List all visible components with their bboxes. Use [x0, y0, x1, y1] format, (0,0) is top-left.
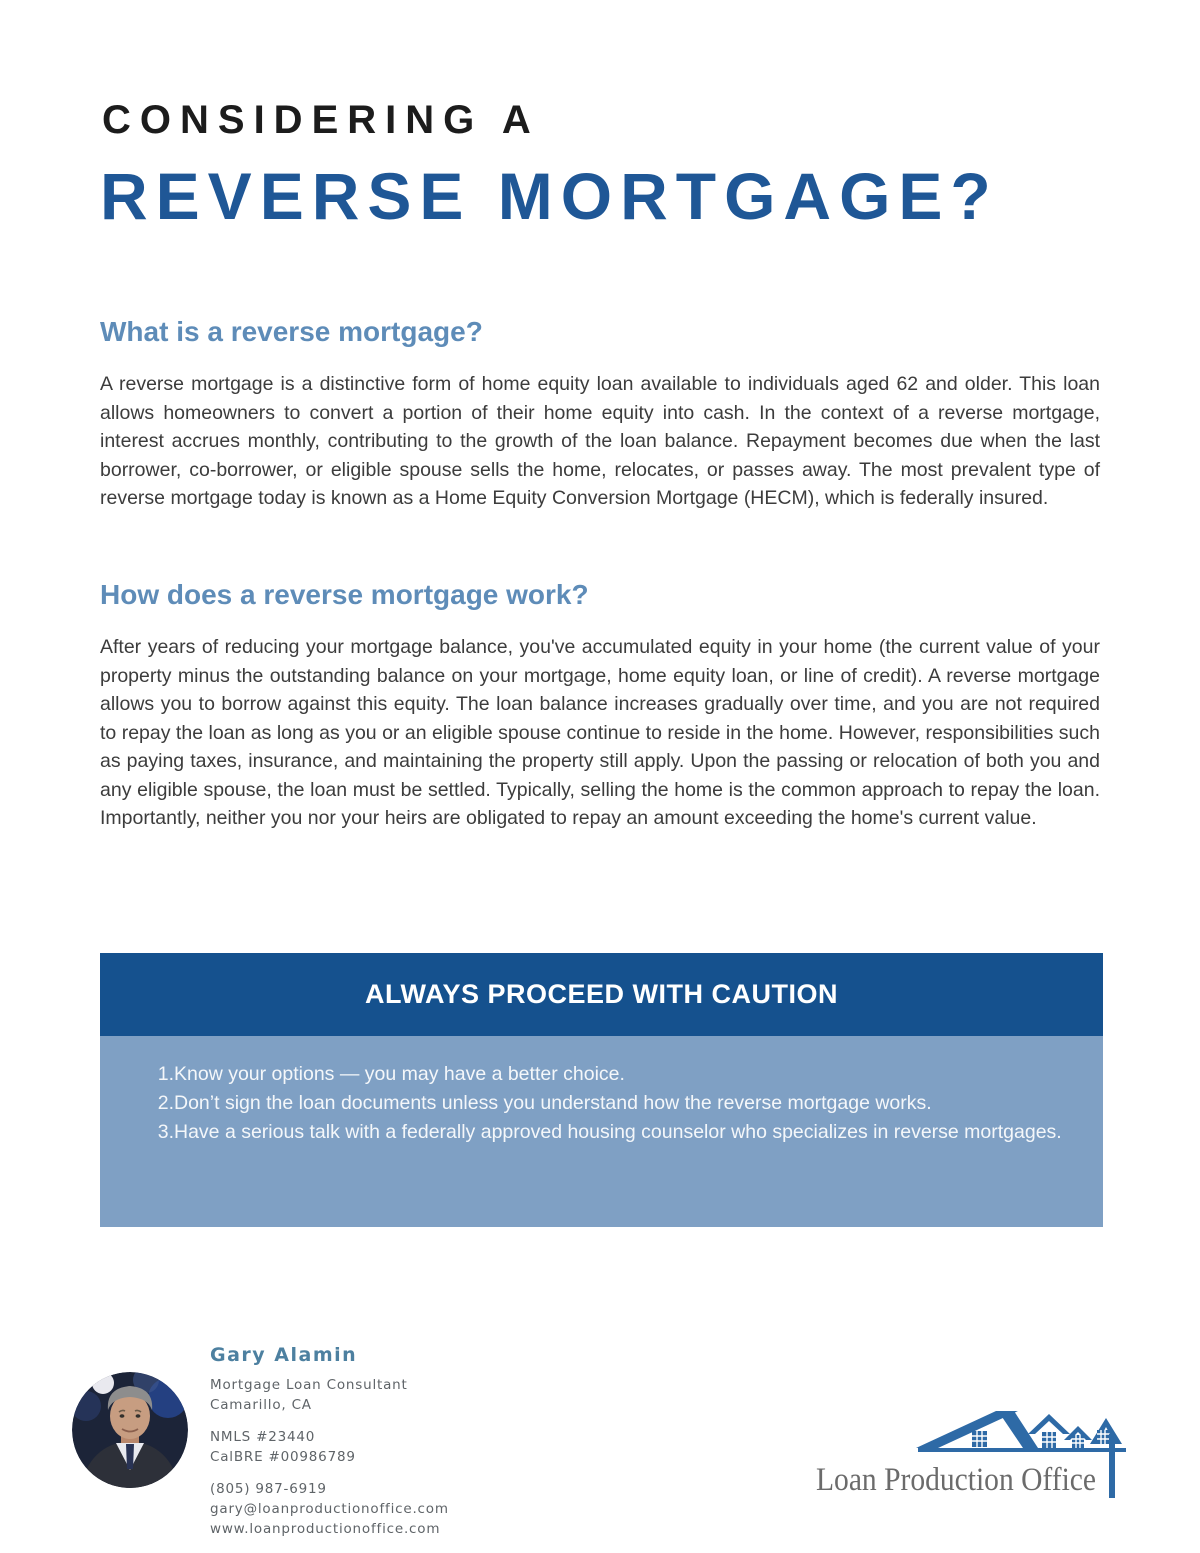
caution-box-title: ALWAYS PROCEED WITH CAUTION [100, 953, 1103, 1036]
page-title: REVERSE MORTGAGE? [100, 159, 999, 233]
page-title-kicker: CONSIDERING A [102, 98, 540, 142]
section-what-is-reverse-mortgage [100, 316, 1100, 513]
section-how-does-it-work [100, 579, 1100, 833]
advisor-phone: (805) 987-6919 [210, 1481, 327, 1497]
caution-box [100, 953, 1103, 1227]
contact-card [210, 1344, 449, 1539]
advisor-calbre-number: CalBRE #00986789 [210, 1449, 356, 1465]
advisor-nmls-number: NMLS #23440 [210, 1429, 316, 1445]
roofline-icon [806, 1406, 1128, 1518]
caution-list-item: 1. Know your options — you may have a better choice. [174, 1060, 1071, 1089]
advisor-role: Mortgage Loan Consultant [210, 1377, 408, 1393]
advisor-name: Gary Alamin [210, 1344, 358, 1366]
caution-list [128, 1060, 1071, 1147]
advisor-location: Camarillo, CA [210, 1397, 312, 1413]
caution-box-body [100, 1036, 1103, 1227]
company-logo-text: Loan Production Office [816, 1462, 1096, 1498]
advisor-photo [72, 1372, 188, 1488]
person-avatar-image [72, 1372, 188, 1488]
company-logo [806, 1406, 1128, 1518]
caution-list-item: 2. Don’t sign the loan documents unless you understand how the reverse mortgage works. [174, 1089, 1071, 1118]
section-paragraph: After years of reducing your mortgage balance, you've accumulated equity in your home (the current value of your property minus the outstanding balance on your mortgage, home equity loan, or line of credit). A reverse mortgage allows you to borrow against this equity. The loan balance increases gradually over time, and you are not required to repay the loan as long as you or an eligible spouse continue to reside in the home. However, responsibilities such as paying taxes, insurance, and maintaining the property still apply. Upon the passing or relocation of both you and any eligible spouse, the loan must be settled. Typically, selling the home is the common approach to repay the loan. Importantly, neither you nor your heirs are obligated to repay an amount exceeding the home's current value. [100, 636, 1100, 829]
section-heading: What is a reverse mortgage? [100, 316, 483, 347]
section-heading: How does a reverse mortgage work? [100, 579, 589, 610]
advisor-website: www.loanproductionoffice.com [210, 1521, 441, 1537]
section-paragraph: A reverse mortgage is a distinctive form of home equity loan available to individuals aged 62 and older. This loan allows homeowners to convert a portion of their home equity into cash. In the context of a reverse mortgage, interest accrues monthly, contributing to the growth of the loan balance. Repayment becomes due when the last borrower, co-borrower, or eligible spouse sells the home, relocates, or passes away. The most prevalent type of reverse mortgage today is known as a Home Equity Conversion Mortgage (HECM), which is federally insured. [100, 373, 1100, 509]
caution-list-item: 3. Have a serious talk with a federally approved housing counselor who specializes in reverse mortgages. [174, 1118, 1071, 1147]
advisor-email: gary@loanproductionoffice.com [210, 1501, 449, 1517]
